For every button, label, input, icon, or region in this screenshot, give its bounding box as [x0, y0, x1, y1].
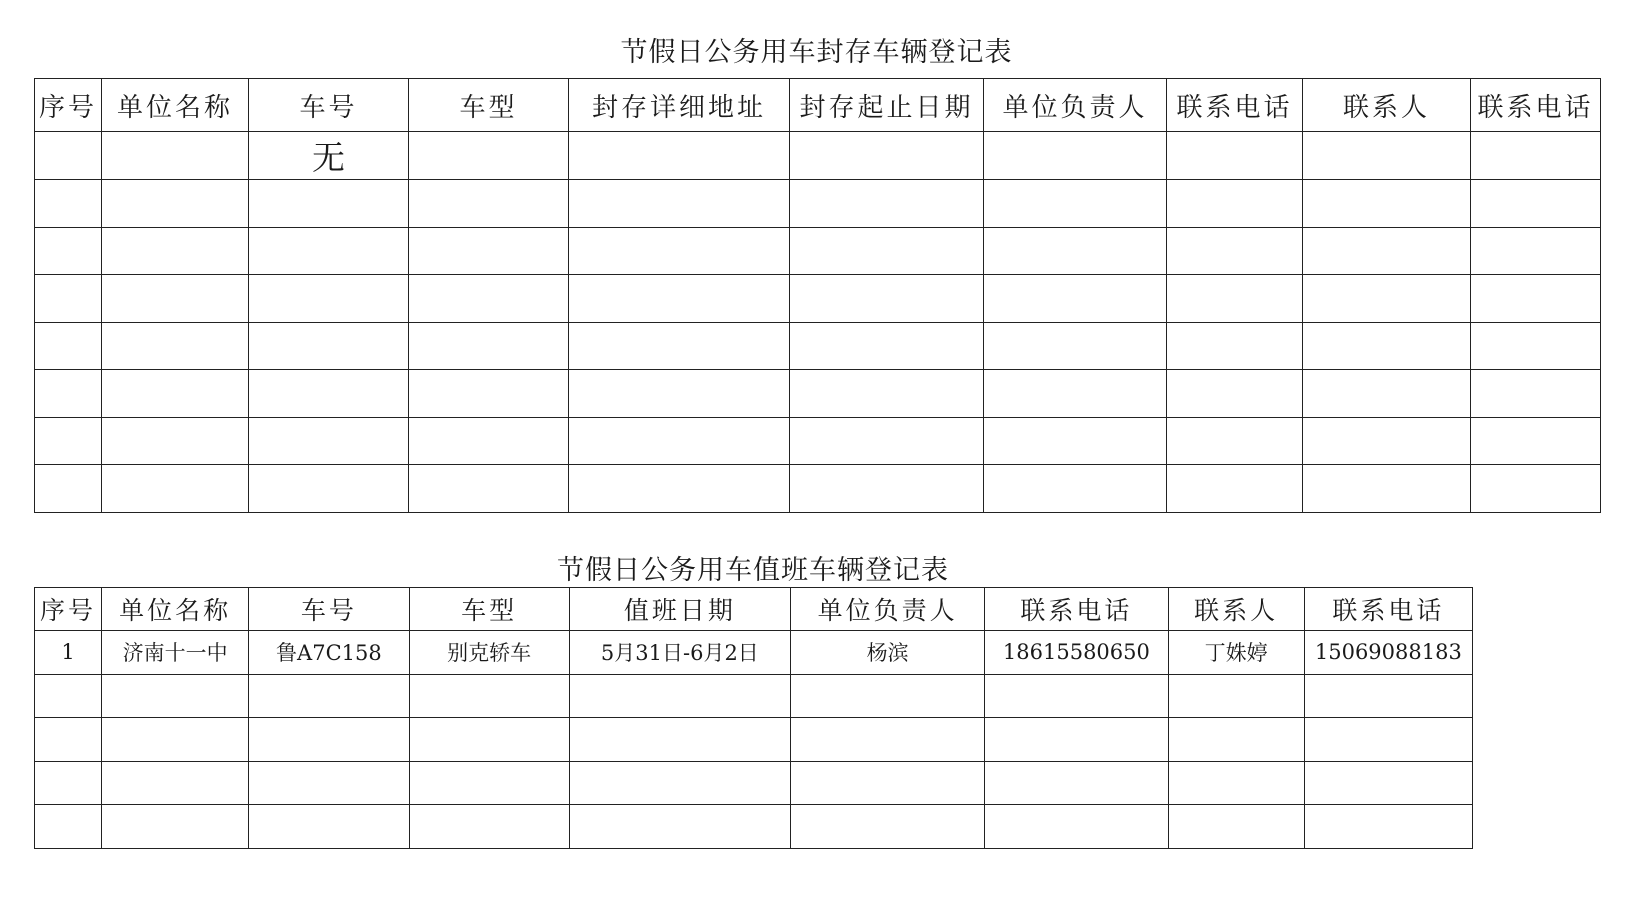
header-cell-index: 序号 — [35, 588, 102, 631]
table-cell — [1167, 227, 1303, 275]
table-cell — [249, 322, 409, 370]
table-cell — [409, 132, 569, 180]
table-cell: 5月31日-6月2日 — [569, 631, 790, 675]
table-cell — [791, 805, 985, 849]
table-cell — [1168, 805, 1304, 849]
header-cell-vehicle-type: 车型 — [409, 79, 569, 132]
table-row — [35, 761, 1473, 805]
table-row — [35, 417, 1601, 465]
table-cell — [35, 370, 102, 418]
table-cell — [790, 322, 984, 370]
table-row — [35, 805, 1473, 849]
table-cell — [409, 227, 569, 275]
table-cell — [790, 465, 984, 513]
table-cell — [1304, 761, 1472, 805]
table-cell — [249, 718, 409, 762]
header-row — [35, 79, 1601, 132]
table-cell — [791, 718, 985, 762]
header-cell-duty-date: 值班日期 — [569, 588, 790, 631]
table-cell — [35, 322, 102, 370]
table-cell — [35, 674, 102, 718]
table-cell — [102, 322, 249, 370]
table-cell — [102, 761, 249, 805]
header-cell-contact: 联系人 — [1303, 79, 1471, 132]
table-cell — [102, 805, 249, 849]
table-cell — [1168, 718, 1304, 762]
table-cell — [1303, 465, 1471, 513]
table-row — [35, 465, 1601, 513]
table-cell — [985, 718, 1168, 762]
table-row — [35, 370, 1601, 418]
table-cell — [569, 805, 790, 849]
table-cell — [985, 761, 1168, 805]
table-cell: 丁姝婷 — [1168, 631, 1304, 675]
table-cell — [409, 322, 569, 370]
table-cell — [409, 465, 569, 513]
table-row — [35, 275, 1601, 323]
table-cell — [1303, 227, 1471, 275]
table-cell — [1471, 275, 1601, 323]
table-cell — [569, 275, 790, 323]
table-cell — [1303, 322, 1471, 370]
table-cell — [790, 132, 984, 180]
header-cell-plate-number: 车号 — [249, 79, 409, 132]
header-row — [35, 588, 1473, 631]
table-cell — [35, 180, 102, 228]
table-cell — [790, 417, 984, 465]
header-cell-vehicle-type: 车型 — [409, 588, 569, 631]
table-cell — [1167, 370, 1303, 418]
table-cell — [409, 417, 569, 465]
table-cell — [984, 227, 1167, 275]
table-cell — [1168, 674, 1304, 718]
table-cell — [35, 805, 102, 849]
table-cell: 济南十一中 — [102, 631, 249, 675]
table-cell: 1 — [35, 631, 102, 675]
table-cell — [249, 674, 409, 718]
table-cell — [1168, 761, 1304, 805]
table-cell — [1167, 275, 1303, 323]
table-cell — [102, 718, 249, 762]
table-cell — [409, 180, 569, 228]
table-cell — [791, 761, 985, 805]
table-cell — [790, 275, 984, 323]
table-cell — [791, 674, 985, 718]
sealed-vehicles-table — [34, 78, 1601, 513]
table-cell — [35, 465, 102, 513]
table-row — [35, 132, 1601, 180]
table-cell — [1303, 132, 1471, 180]
header-cell-phone: 联系电话 — [985, 588, 1168, 631]
table-cell: 鲁A7C158 — [249, 631, 409, 675]
table-row — [35, 180, 1601, 228]
table-cell — [1167, 180, 1303, 228]
table-cell — [569, 718, 790, 762]
table-cell: 杨滨 — [791, 631, 985, 675]
table-cell — [102, 465, 249, 513]
table-cell — [102, 132, 249, 180]
table-cell — [249, 417, 409, 465]
table-cell — [1471, 417, 1601, 465]
duty-table-title: 节假日公务用车值班车辆登记表 — [557, 555, 949, 586]
table-cell — [985, 674, 1168, 718]
table-cell — [984, 322, 1167, 370]
table-cell — [569, 322, 790, 370]
table-cell — [790, 180, 984, 228]
table-cell — [569, 761, 790, 805]
table-cell: 18615580650 — [985, 631, 1168, 675]
table-cell — [984, 465, 1167, 513]
table-cell — [1471, 227, 1601, 275]
header-cell-seal-address: 封存详细地址 — [569, 79, 790, 132]
table-cell — [249, 180, 409, 228]
header-cell-contact: 联系人 — [1168, 588, 1304, 631]
table-cell — [409, 674, 569, 718]
header-cell-plate-number: 车号 — [249, 588, 409, 631]
table-row — [35, 631, 1473, 675]
table-cell — [569, 370, 790, 418]
table-cell — [984, 132, 1167, 180]
header-cell-unit-leader: 单位负责人 — [791, 588, 985, 631]
table-cell — [1167, 465, 1303, 513]
table-cell — [409, 805, 569, 849]
table-cell: 无 — [249, 132, 409, 180]
table-cell — [409, 275, 569, 323]
table-cell — [790, 227, 984, 275]
header-cell-unit-name: 单位名称 — [102, 588, 249, 631]
table-cell — [102, 180, 249, 228]
table-cell — [35, 132, 102, 180]
table-cell — [1471, 132, 1601, 180]
table-cell — [249, 275, 409, 323]
table-cell — [249, 227, 409, 275]
header-cell-index: 序号 — [35, 79, 102, 132]
table-cell — [569, 180, 790, 228]
header-cell-contact-phone: 联系电话 — [1471, 79, 1601, 132]
table-row — [35, 227, 1601, 275]
table-row — [35, 718, 1473, 762]
table-cell — [102, 370, 249, 418]
table-cell — [1167, 417, 1303, 465]
header-cell-unit-leader: 单位负责人 — [984, 79, 1167, 132]
header-cell-unit-name: 单位名称 — [102, 79, 249, 132]
table-cell — [1303, 275, 1471, 323]
header-cell-phone: 联系电话 — [1167, 79, 1303, 132]
table-cell: 别克轿车 — [409, 631, 569, 675]
table-cell — [1303, 180, 1471, 228]
duty-vehicles-table — [34, 587, 1473, 849]
table-cell — [249, 465, 409, 513]
table-cell — [102, 227, 249, 275]
header-cell-seal-dates: 封存起止日期 — [790, 79, 984, 132]
table-row — [35, 322, 1601, 370]
table-cell — [1304, 718, 1472, 762]
table-cell — [984, 180, 1167, 228]
table-cell — [985, 805, 1168, 849]
table-cell — [1304, 805, 1472, 849]
table-cell — [1471, 465, 1601, 513]
table-cell — [569, 465, 790, 513]
table-cell — [102, 275, 249, 323]
table-cell — [35, 227, 102, 275]
table-cell — [984, 275, 1167, 323]
table-cell — [102, 674, 249, 718]
table-cell — [249, 805, 409, 849]
table-cell — [569, 674, 790, 718]
table-cell — [1303, 417, 1471, 465]
header-cell-contact-phone: 联系电话 — [1304, 588, 1472, 631]
table-cell — [249, 370, 409, 418]
table-cell — [249, 761, 409, 805]
table-cell — [409, 718, 569, 762]
table-cell — [1304, 674, 1472, 718]
table-cell — [1167, 322, 1303, 370]
table-cell — [35, 761, 102, 805]
table-cell — [102, 417, 249, 465]
table-cell — [569, 227, 790, 275]
table-cell — [1471, 322, 1601, 370]
table-cell: 15069088183 — [1304, 631, 1472, 675]
table-cell — [1303, 370, 1471, 418]
table-row — [35, 674, 1473, 718]
table-cell — [984, 417, 1167, 465]
table-cell — [409, 761, 569, 805]
sealed-table-title: 节假日公务用车封存车辆登记表 — [620, 37, 1013, 68]
table-cell — [1167, 132, 1303, 180]
table-cell — [409, 370, 569, 418]
table-cell — [1471, 180, 1601, 228]
table-cell — [569, 132, 790, 180]
table-cell — [35, 417, 102, 465]
table-cell — [35, 718, 102, 762]
table-cell — [1471, 370, 1601, 418]
table-cell — [984, 370, 1167, 418]
table-cell — [35, 275, 102, 323]
table-cell — [790, 370, 984, 418]
table-cell — [569, 417, 790, 465]
